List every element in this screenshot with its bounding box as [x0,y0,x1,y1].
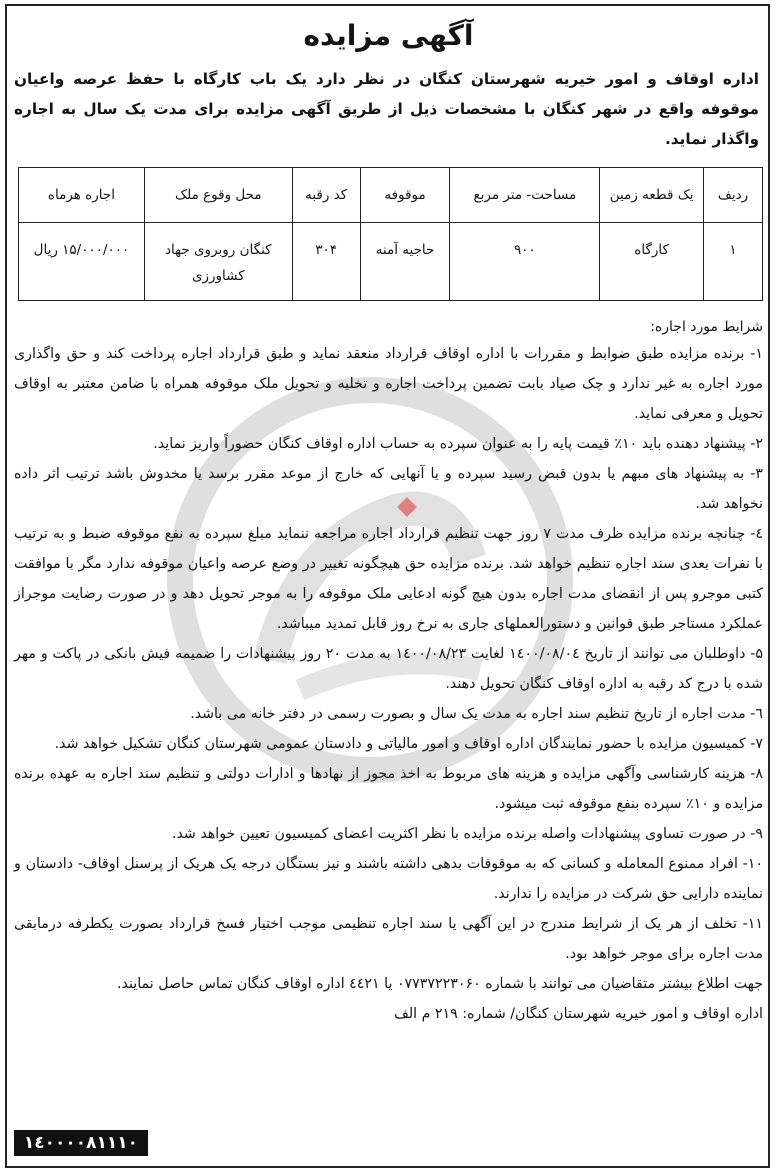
header-property-code: کد رقبه [292,168,360,223]
cell-monthly-rent: ۱۵/۰۰۰/۰۰۰ ریال [19,223,145,301]
notice-document [14,8,763,1029]
condition-clause-7: ۷- کمیسیون مزایده با حضور نمایندگان اداره اوقاف و امور مالیاتی و دادستان عمومی شهرستان کنگان تشکیل خواهد شد. [54,736,763,752]
condition-clause-6: ٦- مدت اجاره از تاریخ تنظیم سند اجاره به مدت یک سال و بصورت رسمی در دفتر خانه می باشد. [190,706,763,722]
conditions-heading: شرایط مورد اجاره: [650,319,763,335]
cell-land-piece: کارگاه [600,223,704,301]
cell-location: کنگان روبروی جهاد کشاورزی [144,223,292,301]
cell-row-number: ۱ [704,223,763,301]
issuer-line: اداره اوقاف و امور خیریه شهرستان کنگان/ شماره: ۲۱۹ م الف [394,1006,763,1022]
condition-clause-2: ۲- پیشنهاد دهنده باید ۱۰٪ قیمت پایه را به عنوان سپرده به حساب اداره اوقاف کنگان حضوراً واریز نماید. [153,436,763,452]
condition-clause-11: ۱۱- تخلف از هر یک از شرایط مندرج در این آگهی یا سند اجاره تنظیمی موجب اختیار فسخ قرارداد بصورت یکطرفه درمابقی مدت اجاره برای موجر خواهد بود. [14,916,763,962]
intro-paragraph: اداره اوقاف و امور خیریه شهرستان کنگان در نظر دارد یک باب کارگاه با حفظ عرصه واعیان موقوفه واقع در شهر کنگان با مشخصات ذیل از طریق آگهی مزایده برای مدت یک سال به اجاره واگذار نماید. [14,70,759,148]
condition-clause-1: ۱- برنده مزایده طبق ضوابط و مقررات با اداره اوقاف قرارداد منعقد نماید و طبق قرارداد اجاره پرداخت کند و حق واگذاری مورد اجاره به غیر ندارد و چک صیاد بابت تضمین پرداخت اجاره و تخلیه و تحویل ملک موقوفه همراه با ضامن معتبر به اوقاف تحویل و معرفی نماید. [14,346,763,422]
header-monthly-rent: اجاره هرماه [19,168,145,223]
ad-code-badge: ۱٤۰۰۰۰۸۱۱۱۰ [14,1130,148,1156]
contact-line: جهت اطلاع بیشتر متقاضیان می توانند با شماره ۰۷۷۳۷۲۲۳۰۶۰ یا ٤٤۲۱ اداره اوقاف کنگان تماس حاصل نمایند. [117,976,763,992]
header-land-piece: یک قطعه زمین [600,168,704,223]
cell-endowment: حاجیه آمنه [360,223,450,301]
condition-clause-5: ۵- داوطلبان می توانند از تاریخ ۱٤۰۰/۰۸/۰٤ لغایت ۱٤۰۰/۰۸/۲۳ به مدت ۲۰ روز پیشنهادات را ضمیمه فیش بانکی در پاکت و مهر شده با درج کد رقبه به اداره اوقاف کنگان تحویل دهند. [14,646,764,692]
header-endowment: موقوفه [360,168,450,223]
condition-clause-9: ۹- در صورت تساوی پیشنهادات واصله برنده مزایده با نظر اکثریت اعضای کمیسیون تعیین خواهد شد. [171,826,763,842]
notice-title: آگهی مزایده [303,19,474,52]
condition-clause-3: ۳- به پیشنهاد های مبهم یا بدون قبض رسید سپرده و یا آنهایی که خارج از موعد مقرر برسد یا مخدوش باشد ترتیب اثر داده نخواهد شد. [14,466,763,512]
cell-property-code: ۳۰۴ [292,223,360,301]
condition-clause-10: ۱۰- افراد ممنوع المعامله و کسانی که به موقوفات بدهی داشته باشند و نیز بستگان درجه یک هریک از پرسنل اوقاف- دادستان و نماینده دارایی حق شرکت در مزایده را ندارند. [14,856,763,902]
property-table [18,167,763,301]
table-row [19,223,763,301]
cell-area: ۹۰۰ [450,223,600,301]
condition-clause-4: ٤- چنانچه برنده مزایده ظرف مدت ۷ روز جهت تنظیم قرارداد اجاره مراجعه ننماید مبلغ سپرده به نفع موقوفه ضبط و به ترتیب با نفرات بعدی سند اجاره تنظیم خواهد شد. برنده مزایده حق هیچگونه تغییر در وضع عرصه واعیان موقوفه ندارد مگر با موافقت کتبی موجرو پس از انقضای مدت اجاره بدون هیچ گونه ادعایی ملک موقوفه را به موجر تحویل دهد و در صورت رضایت موجراز عملکرد مستاجر طبق قوانین و دستورالعملهای جاری به نرخ روز قابل تمدید میباشد. [14,526,763,632]
table-header-row [19,168,763,223]
header-location: محل وقوع ملک [144,168,292,223]
header-row-number: ردیف [704,168,763,223]
header-area: مساحت- متر مربع [450,168,600,223]
condition-clause-8: ۸- هزینه کارشناسی وآگهی مزایده و هزینه های مربوط به اخذ مجوز از نهادها و ادارات دولتی و تنظیم سند اجاره به عهده برنده مزایده و ۱۰٪ سپرده بنفع موقوفه ثبت میشود. [14,766,763,812]
